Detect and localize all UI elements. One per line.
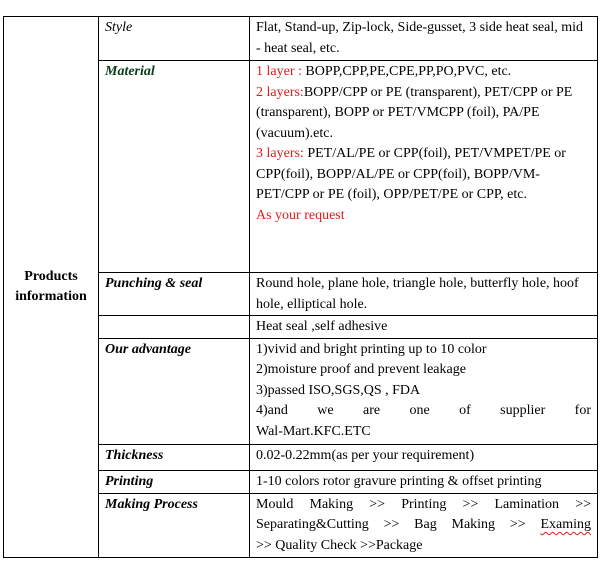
process-examing: Examing [540, 517, 591, 532]
process-line-2a: Separating&Cutting >> Bag Making >> [256, 517, 541, 532]
material-3layers-label: 3 layers: [256, 146, 304, 161]
advantage-item-3: 3)passed ISO,SGS,QS , FDA [256, 382, 421, 398]
product-spec-table [3, 16, 598, 558]
process-line-1: Mould Making >> Printing >> Lamination >> [256, 496, 591, 512]
material-label: Material [99, 61, 250, 273]
advantage-item-1: 1)vivid and bright printing up to 10 color [256, 341, 487, 357]
products-information-cell [4, 17, 99, 558]
material-3layers-text-a: PET/AL/PE or CPP(foil), PET/VMPET/PE or CPP(foil), BOPP/AL/PE or CPP(foil), BOPP/VM- [256, 146, 566, 182]
process-line-2 [256, 515, 591, 536]
advantage-label: Our advantage [99, 338, 250, 444]
group-label-line2: information [15, 289, 87, 305]
punching-value: Round hole, plane hole, triangle hole, butterfly hole, hoof hole, elliptical hole. [250, 273, 598, 316]
thickness-value: 0.02-0.22mm(as per your requirement) [250, 444, 598, 470]
printing-value: 1-10 colors rotor gravure printing & offset printing [250, 470, 598, 493]
seal-value: Heat seal ,self adhesive [250, 316, 598, 339]
advantage-item-2: 2)moisture proof and prevent leakage [256, 362, 466, 377]
material-request: As your request [256, 207, 345, 223]
material-2layers-text: BOPP/CPP or PE (transparent), PET/CPP or PE (transparent), BOPP or PET/VMCPP (foil), PA/PE (vacuum).etc. [256, 84, 573, 141]
material-1layer-text: BOPP,CPP,PE,CPE,PP,PO,PVC, etc. [301, 64, 512, 79]
printing-label: Printing [99, 470, 250, 493]
advantage-value [250, 338, 598, 444]
material-2layers-label: 2 layers: [256, 84, 304, 100]
seal-label [99, 316, 250, 339]
process-line-3: >> Quality Check >>Package [256, 537, 423, 553]
process-value [250, 493, 598, 557]
process-label: Making Process [99, 493, 250, 557]
advantage-item-4-cont: Wal-Mart.KFC.ETC [256, 423, 371, 439]
group-label-line1: Products [24, 268, 78, 284]
style-value: Flat, Stand-up, Zip-lock, Side-gusset, 3 side heat seal, mid - heat seal, etc. [250, 17, 598, 61]
material-3layers-text-b: PET/CPP or PE (foil), OPP/PET/PE or CPP, etc. [256, 187, 527, 202]
thickness-label: Thickness [99, 444, 250, 470]
style-label: Style [99, 17, 250, 61]
advantage-item-4: 4)and we are one of supplier for [256, 403, 591, 418]
material-value [250, 61, 598, 273]
material-1layer-label: 1 layer : [256, 64, 302, 79]
punching-label: Punching & seal [99, 273, 250, 316]
